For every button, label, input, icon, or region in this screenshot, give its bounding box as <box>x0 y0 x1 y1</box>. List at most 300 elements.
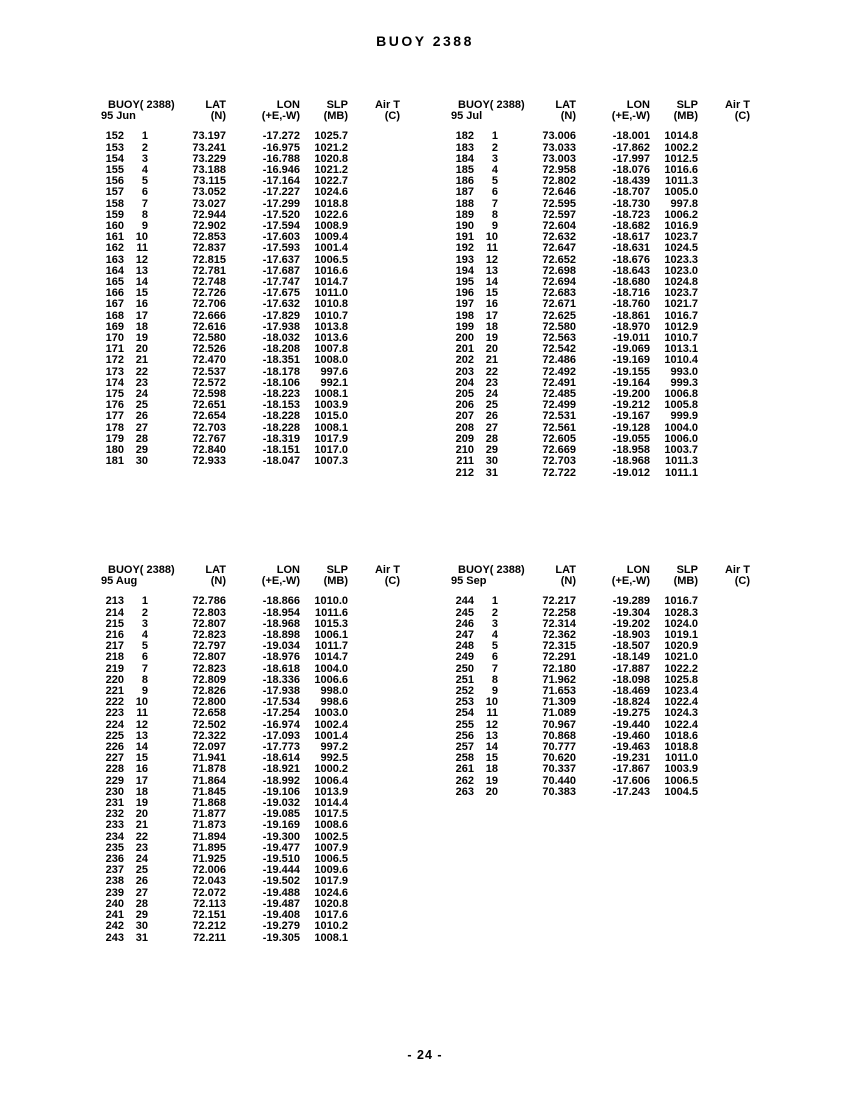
cell-lon: -17.534 <box>262 696 300 709</box>
cell-slp: 1006.2 <box>664 208 698 221</box>
cell-record: 175 <box>105 388 124 401</box>
cell-lon: -17.606 <box>612 774 650 787</box>
cell-lon: -19.304 <box>612 606 650 619</box>
cell-record: 186 <box>455 175 474 188</box>
cell-airt <box>698 776 750 787</box>
cell-record: 248 <box>455 640 474 653</box>
table-row <box>100 243 404 254</box>
cell-lon: -19.167 <box>612 410 650 423</box>
cell-slp: 1017.9 <box>314 432 348 445</box>
cell-slp: 1020.8 <box>314 897 348 910</box>
cell-airt <box>348 187 400 198</box>
cell-lon: -19.488 <box>262 886 300 899</box>
cell-lon: -19.085 <box>262 808 300 821</box>
cell-day: 24 <box>485 388 498 401</box>
cell-lon: -19.487 <box>262 897 300 910</box>
cell-day: 12 <box>135 718 148 731</box>
col-unit-slp: (MB) <box>673 110 698 123</box>
cell-airt <box>698 176 750 187</box>
cell-day: 15 <box>135 287 148 300</box>
cell-airt <box>348 434 400 445</box>
cell-record: 194 <box>455 264 474 277</box>
cell-day: 9 <box>141 220 148 233</box>
col-header-lon: LON <box>626 564 650 576</box>
cell-airt <box>348 288 400 299</box>
cell-day: 8 <box>491 673 498 686</box>
cell-lon: -16.788 <box>262 152 300 165</box>
cell-lat: 71.895 <box>192 841 226 854</box>
cell-lat: 72.803 <box>192 606 226 619</box>
cell-lon: -19.463 <box>612 741 650 754</box>
cell-record: 180 <box>105 444 124 457</box>
col-unit-lat: (N) <box>210 110 226 123</box>
cell-slp: 1014.4 <box>314 797 348 810</box>
cell-airt <box>698 266 750 277</box>
col-header-lon: LON <box>276 99 300 111</box>
cell-airt <box>698 652 750 663</box>
cell-slp: 1017.9 <box>314 875 348 888</box>
cell-day: 25 <box>135 399 148 412</box>
cell-day: 1 <box>141 595 148 608</box>
cell-slp: 1007.8 <box>314 343 348 356</box>
cell-record: 221 <box>105 685 124 698</box>
cell-lon: -17.687 <box>262 264 300 277</box>
cell-record: 211 <box>456 455 474 468</box>
col-unit-lon: (+E,-W) <box>261 575 300 588</box>
cell-record: 249 <box>455 651 474 664</box>
cell-lat: 72.800 <box>192 696 226 709</box>
cell-slp: 1008.1 <box>314 421 348 434</box>
cell-day: 16 <box>135 298 148 311</box>
cell-lat: 72.666 <box>192 309 226 322</box>
cell-day: 11 <box>136 707 148 720</box>
cell-day: 15 <box>485 287 498 300</box>
cell-airt <box>698 299 750 310</box>
cell-day: 4 <box>141 164 148 177</box>
cell-lon: -18.076 <box>612 164 650 177</box>
cell-lat: 72.826 <box>192 685 226 698</box>
cell-record: 195 <box>455 276 474 289</box>
cell-record: 189 <box>455 208 474 221</box>
cell-airt <box>348 367 400 378</box>
cell-airt <box>348 221 400 232</box>
cell-day: 29 <box>135 909 148 922</box>
cell-slp: 1016.6 <box>314 264 348 277</box>
cell-day: 3 <box>491 152 498 165</box>
cell-airt <box>348 630 400 641</box>
cell-slp: 1024.6 <box>314 886 348 899</box>
cell-day: 28 <box>485 432 498 445</box>
cell-lat: 71.877 <box>192 808 226 821</box>
cell-slp: 1017.5 <box>314 808 348 821</box>
cell-slp: 1009.4 <box>314 231 348 244</box>
table-body <box>450 131 754 478</box>
cell-lon: -18.351 <box>262 354 300 367</box>
cell-slp: 1016.9 <box>664 220 698 233</box>
cell-airt <box>348 798 400 809</box>
cell-record: 212 <box>455 466 474 479</box>
cell-airt <box>698 456 750 467</box>
cell-slp: 1004.5 <box>664 785 698 798</box>
cell-lat: 72.097 <box>192 741 226 754</box>
cell-airt <box>348 641 400 652</box>
cell-airt <box>348 910 400 921</box>
cell-slp: 1011.6 <box>314 606 348 619</box>
cell-lat: 72.486 <box>542 354 576 367</box>
cell-lat: 72.853 <box>192 231 226 244</box>
col-header-lat: LAT <box>555 99 576 111</box>
cell-day: 31 <box>485 466 498 479</box>
cell-lat: 71.845 <box>192 785 226 798</box>
cell-record: 188 <box>455 197 474 210</box>
table-row <box>450 652 754 663</box>
cell-lon: -19.231 <box>612 752 650 765</box>
cell-airt <box>698 131 750 142</box>
cell-slp: 1008.1 <box>314 931 348 944</box>
cell-lon: -18.228 <box>262 421 300 434</box>
cell-slp: 1005.0 <box>664 186 698 199</box>
cell-airt <box>348 355 400 366</box>
cell-slp: 1009.6 <box>314 864 348 877</box>
cell-airt <box>348 445 400 456</box>
cell-airt <box>348 753 400 764</box>
cell-airt <box>348 764 400 775</box>
cell-record: 167 <box>105 298 124 311</box>
cell-record: 246 <box>455 617 474 630</box>
cell-slp: 1006.6 <box>314 673 348 686</box>
cell-day: 13 <box>485 729 498 742</box>
cell-day: 16 <box>485 298 498 311</box>
cell-record: 226 <box>105 741 124 754</box>
cell-lon: -19.440 <box>612 718 650 731</box>
cell-lat: 72.823 <box>192 662 226 675</box>
page-title: BUOY 2388 <box>376 33 474 49</box>
col-header-airt: Air T <box>724 99 750 111</box>
cell-lat: 72.217 <box>542 595 576 608</box>
cell-airt <box>348 697 400 708</box>
cell-lon: -18.707 <box>612 186 650 199</box>
table-row <box>450 131 754 142</box>
cell-record: 196 <box>455 287 474 300</box>
cell-lat: 72.786 <box>192 595 226 608</box>
cell-lat: 72.654 <box>192 410 226 423</box>
cell-lat: 72.703 <box>192 421 226 434</box>
table-body <box>100 596 404 943</box>
cell-slp: 1003.9 <box>314 399 348 412</box>
cell-lat: 72.767 <box>192 432 226 445</box>
buoy-table-jul <box>450 100 754 479</box>
cell-airt <box>348 277 400 288</box>
cell-record: 179 <box>105 432 124 445</box>
col-unit-lat: (N) <box>560 575 576 588</box>
cell-airt <box>698 187 750 198</box>
cell-lon: -17.997 <box>612 152 650 165</box>
cell-day: 24 <box>135 853 148 866</box>
cell-lat: 72.703 <box>542 455 576 468</box>
cell-day: 2 <box>141 606 148 619</box>
cell-slp: 1011.3 <box>664 455 698 468</box>
cell-day: 25 <box>485 399 498 412</box>
cell-lon: -19.032 <box>262 797 300 810</box>
cell-day: 10 <box>135 231 148 244</box>
cell-lon: -19.444 <box>262 864 300 877</box>
cell-lon: -17.637 <box>262 253 300 266</box>
cell-lat: 72.646 <box>542 186 576 199</box>
table-header <box>100 565 404 587</box>
cell-slp: 1004.0 <box>664 421 698 434</box>
cell-lat: 73.241 <box>192 141 226 154</box>
table-body <box>100 131 404 467</box>
cell-lon: -17.093 <box>262 729 300 742</box>
cell-lat: 72.491 <box>542 376 576 389</box>
cell-airt <box>698 608 750 619</box>
cell-slp: 1011.7 <box>314 640 348 653</box>
cell-lat: 72.212 <box>192 920 226 933</box>
cell-slp: 1006.4 <box>314 774 348 787</box>
cell-slp: 1022.2 <box>664 662 698 675</box>
cell-day: 15 <box>485 752 498 765</box>
cell-lat: 73.115 <box>192 175 226 188</box>
cell-record: 163 <box>105 253 124 266</box>
cell-day: 26 <box>135 875 148 888</box>
cell-slp: 1024.8 <box>664 276 698 289</box>
cell-record: 169 <box>105 320 124 333</box>
col-header-slp: SLP <box>676 99 698 111</box>
cell-day: 19 <box>135 332 148 345</box>
cell-day: 3 <box>141 152 148 165</box>
cell-record: 157 <box>105 186 124 199</box>
cell-record: 172 <box>105 354 124 367</box>
cell-airt <box>348 809 400 820</box>
table-row <box>100 820 404 831</box>
cell-day: 23 <box>135 841 148 854</box>
cell-record: 170 <box>105 332 124 345</box>
buoy-table-sep <box>450 565 754 798</box>
cell-lat: 72.683 <box>542 287 576 300</box>
header-row-units <box>100 111 404 122</box>
cell-day: 5 <box>491 640 498 653</box>
table-row <box>100 708 404 719</box>
cell-record: 178 <box>105 421 124 434</box>
cell-lon: -17.867 <box>612 763 650 776</box>
cell-record: 185 <box>455 164 474 177</box>
cell-airt <box>698 686 750 697</box>
cell-lon: -17.520 <box>262 208 300 221</box>
cell-day: 8 <box>141 673 148 686</box>
cell-record: 207 <box>455 410 474 423</box>
cell-record: 210 <box>455 444 474 457</box>
cell-airt <box>698 641 750 652</box>
cell-record: 160 <box>105 220 124 233</box>
cell-lat: 70.440 <box>542 774 576 787</box>
cell-slp: 999.3 <box>670 376 698 389</box>
cell-slp: 1012.9 <box>664 320 698 333</box>
cell-day: 20 <box>135 808 148 821</box>
cell-slp: 1010.0 <box>314 595 348 608</box>
cell-lon: -18.106 <box>262 376 300 389</box>
cell-lat: 72.652 <box>542 253 576 266</box>
cell-lat: 72.561 <box>542 421 576 434</box>
cell-lat: 72.322 <box>192 729 226 742</box>
cell-day: 26 <box>135 410 148 423</box>
cell-day: 2 <box>141 141 148 154</box>
cell-airt <box>698 411 750 422</box>
cell-airt <box>348 652 400 663</box>
cell-airt <box>348 731 400 742</box>
cell-day: 30 <box>135 455 148 468</box>
cell-day: 23 <box>135 376 148 389</box>
table-row <box>100 764 404 775</box>
cell-record: 204 <box>455 376 474 389</box>
table-row <box>100 652 404 663</box>
cell-lat: 71.873 <box>192 819 226 832</box>
cell-lat: 72.537 <box>192 365 226 378</box>
cell-airt <box>698 255 750 266</box>
cell-airt <box>698 288 750 299</box>
cell-record: 203 <box>455 365 474 378</box>
cell-lat: 70.868 <box>542 729 576 742</box>
cell-lon: -17.747 <box>262 276 300 289</box>
cell-airt <box>698 333 750 344</box>
cell-lat: 72.706 <box>192 298 226 311</box>
cell-lon: -18.716 <box>612 287 650 300</box>
cell-lon: -19.279 <box>262 920 300 933</box>
cell-lon: -18.614 <box>262 752 300 765</box>
header-row-labels <box>100 565 404 576</box>
cell-record: 176 <box>105 399 124 412</box>
cell-lat: 72.815 <box>192 253 226 266</box>
cell-airt <box>698 434 750 445</box>
cell-lon: -18.469 <box>612 685 650 698</box>
cell-lon: -16.946 <box>262 164 300 177</box>
col-unit-slp: (MB) <box>323 575 348 588</box>
table-row <box>100 355 404 366</box>
cell-lon: -19.155 <box>612 365 650 378</box>
cell-record: 218 <box>105 651 124 664</box>
cell-record: 245 <box>455 606 474 619</box>
table-header <box>450 565 754 587</box>
col-header-slp: SLP <box>676 564 698 576</box>
col-unit-lon: (+E,-W) <box>611 110 650 123</box>
cell-airt <box>348 742 400 753</box>
cell-record: 174 <box>105 376 124 389</box>
cell-slp: 1018.6 <box>664 729 698 742</box>
cell-day: 18 <box>485 763 498 776</box>
cell-airt <box>348 776 400 787</box>
cell-lat: 73.197 <box>192 130 226 143</box>
cell-lon: -19.510 <box>262 853 300 866</box>
cell-lon: -16.974 <box>262 718 300 731</box>
cell-record: 152 <box>105 130 124 143</box>
col-header-buoy: BUOY( 2388) <box>458 99 525 111</box>
cell-day: 30 <box>135 920 148 933</box>
cell-slp: 1006.5 <box>314 853 348 866</box>
cell-lat: 72.597 <box>542 208 576 221</box>
cell-day: 5 <box>491 175 498 188</box>
cell-lon: -17.603 <box>262 231 300 244</box>
cell-slp: 1016.7 <box>664 309 698 322</box>
cell-airt <box>698 277 750 288</box>
cell-lon: -18.954 <box>262 606 300 619</box>
cell-lat: 72.151 <box>192 909 226 922</box>
cell-lon: -18.968 <box>262 617 300 630</box>
cell-record: 205 <box>455 388 474 401</box>
header-row-units <box>450 576 754 587</box>
cell-lat: 72.526 <box>192 343 226 356</box>
cell-day: 30 <box>485 455 498 468</box>
cell-lon: -18.319 <box>262 432 300 445</box>
cell-record: 153 <box>105 141 124 154</box>
cell-day: 17 <box>135 774 148 787</box>
cell-day: 10 <box>485 696 498 709</box>
cell-record: 214 <box>105 606 124 619</box>
col-unit-lon: (+E,-W) <box>611 575 650 588</box>
cell-lat: 73.003 <box>542 152 576 165</box>
cell-record: 215 <box>105 617 124 630</box>
cell-airt <box>348 854 400 865</box>
cell-slp: 1011.1 <box>664 466 698 479</box>
cell-lat: 72.598 <box>192 388 226 401</box>
cell-day: 12 <box>485 718 498 731</box>
cell-slp: 1001.4 <box>314 729 348 742</box>
cell-lat: 71.309 <box>542 696 576 709</box>
cell-lon: -17.299 <box>262 197 300 210</box>
cell-lat: 72.499 <box>542 399 576 412</box>
cell-day: 22 <box>135 830 148 843</box>
cell-slp: 1018.8 <box>664 741 698 754</box>
cell-lon: -17.243 <box>612 785 650 798</box>
cell-record: 255 <box>455 718 474 731</box>
col-unit-lat: (N) <box>560 110 576 123</box>
table-row <box>100 411 404 422</box>
cell-lon: -18.228 <box>262 410 300 423</box>
cell-lon: -18.760 <box>612 298 650 311</box>
cell-airt <box>348 865 400 876</box>
cell-slp: 1006.8 <box>664 388 698 401</box>
cell-record: 222 <box>105 696 124 709</box>
cell-lon: -19.034 <box>262 640 300 653</box>
cell-record: 228 <box>105 763 124 776</box>
cell-lon: -19.305 <box>262 931 300 944</box>
cell-record: 247 <box>455 629 474 642</box>
cell-lon: -18.047 <box>262 455 300 468</box>
table-row <box>450 787 754 798</box>
cell-record: 191 <box>455 231 474 244</box>
col-header-buoy: BUOY( 2388) <box>458 564 525 576</box>
cell-slp: 1015.3 <box>314 617 348 630</box>
cell-day: 1 <box>491 595 498 608</box>
cell-slp: 1006.0 <box>664 432 698 445</box>
cell-airt <box>698 596 750 607</box>
cell-lat: 72.043 <box>192 875 226 888</box>
cell-day: 21 <box>135 819 148 832</box>
cell-airt <box>348 720 400 731</box>
cell-lon: -17.938 <box>262 320 300 333</box>
cell-lat: 72.807 <box>192 617 226 630</box>
cell-slp: 1025.8 <box>664 673 698 686</box>
cell-record: 258 <box>455 752 474 765</box>
col-header-airt: Air T <box>374 564 400 576</box>
cell-airt <box>698 400 750 411</box>
cell-lat: 72.781 <box>192 264 226 277</box>
cell-airt <box>698 764 750 775</box>
cell-slp: 1020.9 <box>664 640 698 653</box>
cell-record: 223 <box>105 707 124 720</box>
cell-slp: 1013.9 <box>314 785 348 798</box>
cell-lat: 72.698 <box>542 264 576 277</box>
cell-airt <box>348 389 400 400</box>
col-unit-airt: (C) <box>384 575 400 588</box>
